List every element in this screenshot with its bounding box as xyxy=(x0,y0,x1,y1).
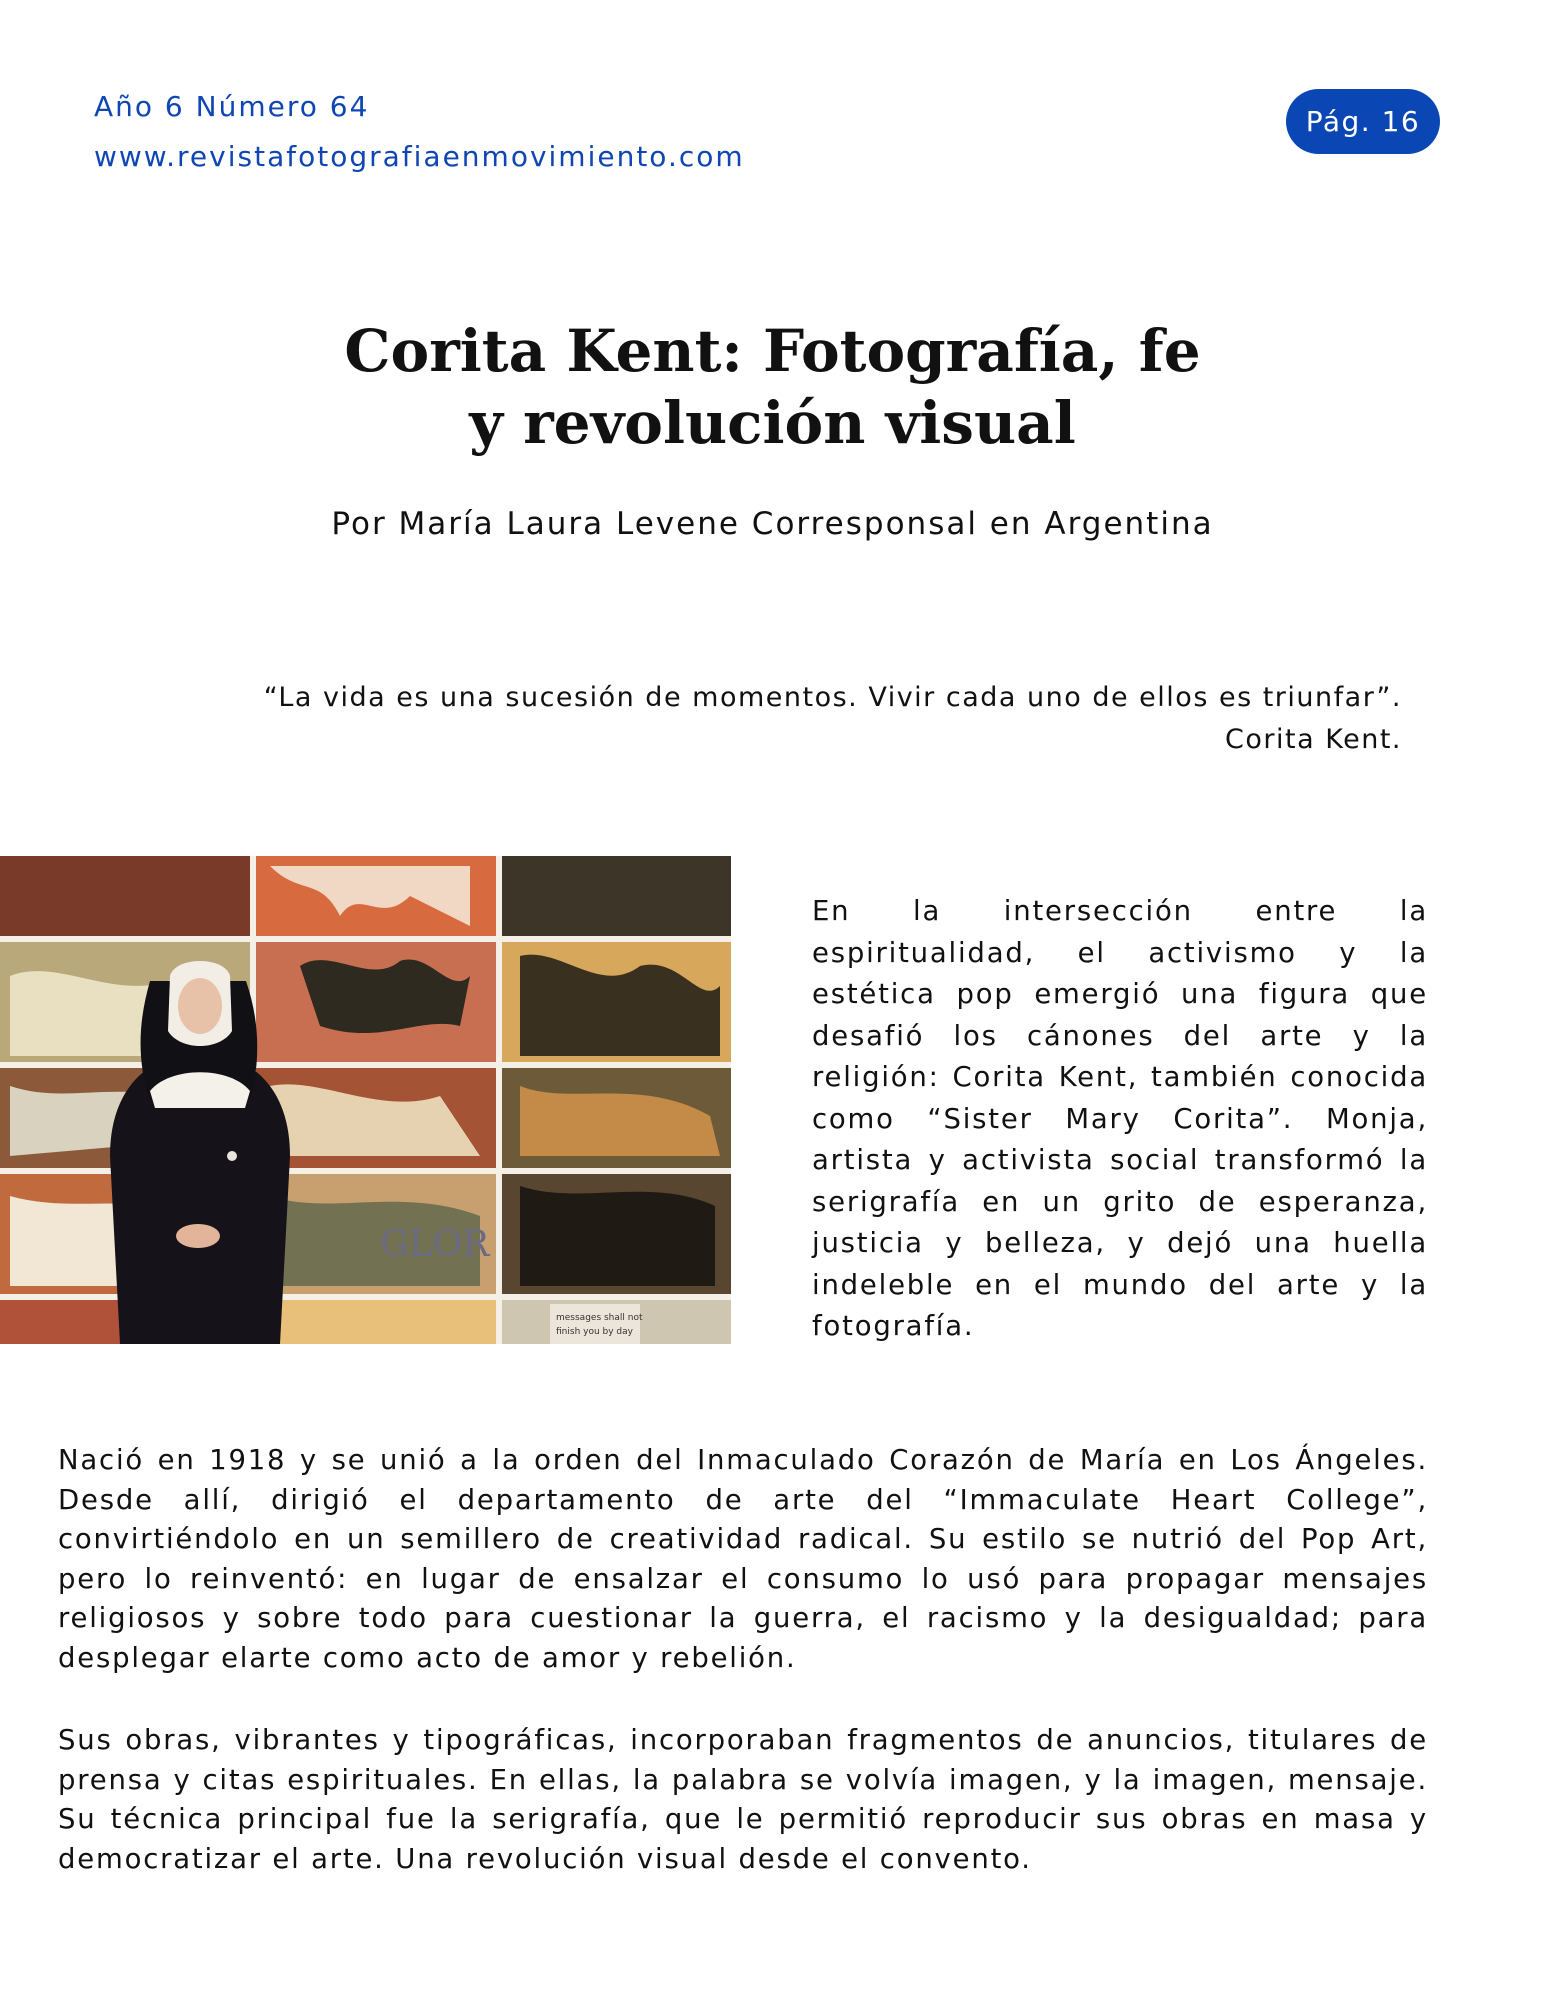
page-number-badge: Pág. 16 xyxy=(1286,89,1440,154)
byline: Por María Laura Levene Corresponsal en Argentina xyxy=(331,506,1214,542)
paper-note-line-2: finish you by day xyxy=(556,1327,633,1337)
article-title xyxy=(0,315,1545,459)
quote-text: “La vida es una sucesión de momentos. Vivir cada uno de ellos es triunfar”. xyxy=(263,682,1402,713)
abstract-shape xyxy=(520,1186,715,1286)
panel xyxy=(256,1300,496,1344)
article-photo xyxy=(0,856,731,1344)
body-paragraph-2: Sus obras, vibrantes y tipográficas, incorporaban fragmentos de anuncios, titulares de prensa y citas espirituales. En ellas, la palabra se volvía imagen, y la imagen, mensaje. Su técnica principal fue la serigrafía, que le permitió reproducir sus obras en masa y democratizar el arte. Una revolución visual desde el convento. xyxy=(58,1724,1428,1875)
quote-author: Corita Kent. xyxy=(1225,724,1402,755)
intro-paragraph: En la intersección entre la espiritualidad, el activismo y la estética pop emergió una figura que desafió los cánones del arte y la religión: Corita Kent, también conocida como “Sister Mary Corita”. Monja, artista y activista social transformó la serigrafía en un grito de esperanza, justicia y belleza, y dejó una huella indeleble en el mundo del arte y la fotografía. xyxy=(812,895,1428,1342)
title-line-2: y revolución visual xyxy=(469,389,1076,457)
paper-note xyxy=(550,1304,640,1344)
issue-number: Año 6 Número 64 xyxy=(94,90,370,123)
artwork-lettering: GLOR xyxy=(380,1224,490,1265)
body-paragraph-1: Nació en 1918 y se unió a la orden del Inmaculado Corazón de María en Los Ángeles. Desde allí, dirigió el departamento de arte del “Immaculate Heart College”, convirtiéndolo en un semillero de creatividad radical. Su estilo se nutrió del Pop Art, pero lo reinventó: en lugar de ensalzar el consumo lo usó para propagar mensajes religiosos y sobre todo para cuestionar la guerra, el racismo y la desigualdad; para desplegar elarte como acto de amor y rebelión. xyxy=(58,1444,1428,1674)
issue-header xyxy=(94,82,745,182)
website-url[interactable]: www.revistafotografiaenmovimiento.com xyxy=(94,140,745,173)
panel xyxy=(502,856,731,936)
panel xyxy=(0,856,250,936)
title-line-1: Corita Kent: Fotografía, fe xyxy=(344,317,1201,385)
epigraph-quote xyxy=(230,677,1402,761)
paper-note-line-1: messages shall not xyxy=(556,1313,643,1323)
